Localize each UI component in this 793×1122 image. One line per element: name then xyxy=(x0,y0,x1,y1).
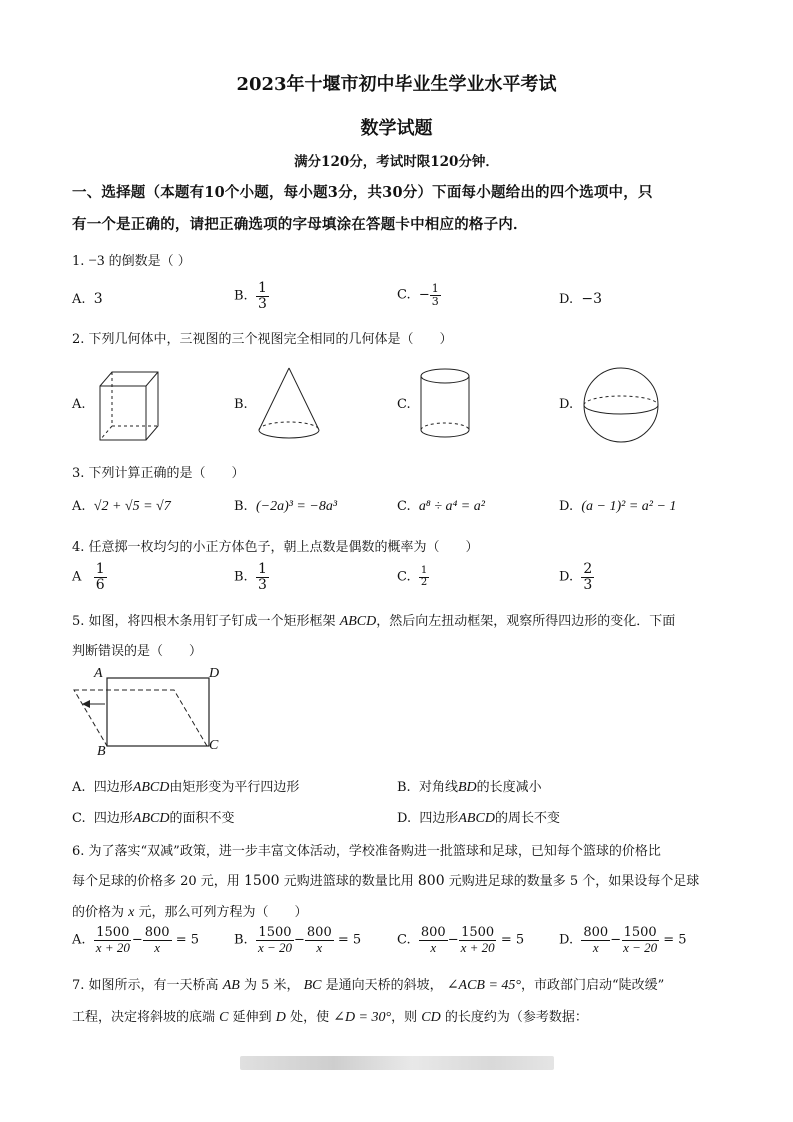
q7-bc: BC xyxy=(303,978,322,993)
q4-b-den: 3 xyxy=(257,576,267,593)
q3-a-value: √2 + √5 = √7 xyxy=(93,499,171,514)
q1-option-a[interactable] xyxy=(72,291,103,307)
q6-line3 xyxy=(72,901,308,921)
q1-a-value: 3 xyxy=(93,291,103,307)
q6-line3-a: 的价格为 xyxy=(72,905,125,920)
q3-option-b[interactable] xyxy=(234,499,337,515)
q1-c-num: 1 xyxy=(431,282,439,295)
q6-d-label: D. xyxy=(559,932,574,948)
q4-option-c[interactable] xyxy=(397,566,429,588)
q6-b-frac1 xyxy=(256,926,294,954)
q2-b-label[interactable]: B. xyxy=(234,397,248,412)
q5-label-d: D xyxy=(209,666,220,681)
q3-stem: 3. 下列计算正确的是（ ） xyxy=(72,466,245,481)
q5-a-var: ABCD xyxy=(132,780,170,795)
q1-c-sign: − xyxy=(418,287,430,303)
q6-c-minus: − xyxy=(447,932,459,948)
q4-option-d[interactable] xyxy=(559,562,594,592)
q3-a-label: A. xyxy=(72,499,86,514)
q4-d-fraction xyxy=(581,562,594,592)
q6-d-minus: − xyxy=(610,932,622,948)
q6-option-d[interactable] xyxy=(559,926,687,954)
q5-d-var: ABCD xyxy=(458,811,495,826)
sphere-icon xyxy=(582,366,662,446)
q5-option-a[interactable] xyxy=(72,776,299,796)
q5-d-pre: 四边形 xyxy=(419,811,459,826)
q4-c-num: 1 xyxy=(420,565,428,576)
q3-d-value: (a − 1)² = a² − 1 xyxy=(581,499,677,514)
q2-d-label[interactable]: D. xyxy=(559,397,574,412)
q7-line2 xyxy=(72,1006,588,1026)
q7-line1 xyxy=(72,974,664,994)
q1-b-den: 3 xyxy=(257,295,267,312)
q7-line2-c: 处，使 xyxy=(290,1010,330,1025)
footer-blur-watermark xyxy=(240,1056,554,1070)
q1-number: 1. xyxy=(72,254,85,269)
q1-c-fraction xyxy=(430,283,441,307)
q4-option-a[interactable] xyxy=(72,562,107,592)
q5-a-post: 由矩形变为平行四边形 xyxy=(169,780,300,795)
cube-icon xyxy=(98,370,168,442)
q7-line1-d: ，市政部门启动“陡改缓” xyxy=(521,978,665,993)
q1-b-fraction xyxy=(256,281,269,311)
q6-line3-var: x xyxy=(128,905,135,920)
q1-b-num: 1 xyxy=(257,280,267,296)
q6-b-frac2 xyxy=(305,926,334,954)
q5-option-d[interactable] xyxy=(397,807,560,827)
q4-a-fraction xyxy=(94,562,107,592)
q4-c-label: C. xyxy=(397,569,411,585)
q6-a-d2: x xyxy=(154,939,161,955)
q5-b-pre: 对角线 xyxy=(418,780,458,795)
q6-a-frac2 xyxy=(143,926,172,954)
q1-d-value: −3 xyxy=(581,291,602,307)
q3-option-d[interactable] xyxy=(559,499,676,515)
q5-option-b[interactable] xyxy=(397,776,542,796)
q1-option-c[interactable] xyxy=(397,283,441,307)
q5-b-post: 的长度减小 xyxy=(476,780,542,795)
q6-b-n1: 1500 xyxy=(258,925,292,940)
q6-d-frac2 xyxy=(621,926,659,954)
q5-var: ABCD xyxy=(339,614,377,629)
q7-ab: AB xyxy=(222,978,240,993)
q5-label-c: C xyxy=(209,738,219,753)
q6-c-n2: 1500 xyxy=(461,925,495,940)
section1-line2: 有一个是正确的，请把正确选项的字母填涂在答题卡中相应的格子内． xyxy=(72,216,528,233)
q5-line1-a: 5. 如图，将四根木条用钉子钉成一个矩形框架 xyxy=(72,614,336,629)
q5-b-var: BD xyxy=(457,780,477,795)
q7-c: C xyxy=(219,1010,229,1025)
q6-a-n1: 1500 xyxy=(96,925,130,940)
q5-b-label: B. xyxy=(397,780,411,795)
q6-c-eq: = 5 xyxy=(500,932,525,948)
q7-line1-c: 是通向天桥的斜坡， xyxy=(325,978,443,993)
q4-a-den: 6 xyxy=(95,576,105,593)
q6-a-eq: = 5 xyxy=(175,932,200,948)
cylinder-icon xyxy=(418,366,474,442)
q7-angle1: ∠ACB = 45° xyxy=(446,978,522,993)
q4-d-den: 3 xyxy=(583,576,593,593)
q4-c-den: 2 xyxy=(420,576,428,588)
q4-option-b[interactable] xyxy=(234,562,269,592)
q1-b-label: B. xyxy=(234,288,248,304)
q6-c-d1: x xyxy=(430,939,437,955)
q2-stem: 2. 下列几何体中，三视图的三个视图完全相同的几何体是（ ） xyxy=(72,332,453,347)
q6-option-c[interactable] xyxy=(397,926,524,954)
q6-a-minus: − xyxy=(131,932,143,948)
q6-d-frac1 xyxy=(581,926,610,954)
q5-line2: 判断错误的是（ ） xyxy=(72,644,203,659)
q4-c-fraction xyxy=(419,566,429,588)
q6-d-n1: 800 xyxy=(583,925,609,940)
q3-option-a[interactable] xyxy=(72,499,171,515)
page-title: 2023年十堰市初中毕业生学业水平考试 xyxy=(236,74,557,95)
q6-line3-b: 元，那么可列方程为（ ） xyxy=(138,905,308,920)
q6-c-label: C. xyxy=(397,932,411,948)
q4-b-label: B. xyxy=(234,569,248,585)
q6-a-d1: x + 20 xyxy=(95,939,130,955)
q1-d-label: D. xyxy=(559,292,574,307)
q4-b-num: 1 xyxy=(257,561,267,577)
q3-d-label: D. xyxy=(559,499,574,514)
q5-label-b: B xyxy=(97,744,106,759)
q6-c-frac2 xyxy=(459,926,497,954)
q6-a-n2: 800 xyxy=(144,925,170,940)
q6-d-eq: = 5 xyxy=(663,932,687,948)
q3-b-label: B. xyxy=(234,499,248,514)
q1-option-b[interactable] xyxy=(234,281,269,311)
q6-b-label: B. xyxy=(234,932,248,948)
q4-a-label: A xyxy=(72,569,82,585)
q6-b-n2: 800 xyxy=(306,925,332,940)
q6-a-frac1 xyxy=(94,926,132,954)
q6-line2 xyxy=(72,870,699,889)
q6-line2-b: 元购进篮球的数量比用 xyxy=(283,874,414,889)
q6-d-d1: x xyxy=(592,939,599,955)
q1-c-den: 3 xyxy=(431,294,439,308)
q7-line1-b: 为 5 米， xyxy=(243,978,300,993)
q7-d: D xyxy=(275,1010,286,1025)
q6-d-d2: x − 20 xyxy=(623,939,658,955)
q5-d-label: D. xyxy=(397,811,412,826)
q6-c-frac1 xyxy=(419,926,448,954)
q5-line1 xyxy=(72,610,675,630)
q1-c-label: C. xyxy=(397,287,411,303)
cone-icon xyxy=(256,366,322,442)
q5-c-var: ABCD xyxy=(132,811,170,826)
q4-d-label: D. xyxy=(559,569,574,585)
q3-option-c[interactable] xyxy=(397,499,485,515)
q7-line2-b: 延伸到 xyxy=(232,1010,272,1025)
q6-line2-c: 元购进足球的数量多 5 个，如果设每个足球 xyxy=(448,874,700,889)
q6-a-label: A. xyxy=(72,932,86,948)
q1-stem xyxy=(72,250,191,270)
q7-line2-e: 的长度约为（参考数据： xyxy=(444,1010,588,1025)
q5-d-post: 的周长不变 xyxy=(494,811,560,826)
q6-option-b[interactable] xyxy=(234,926,361,954)
q1-option-d[interactable] xyxy=(559,291,602,307)
exam-note: 满分120分，考试时限120分钟． xyxy=(294,154,499,170)
q3-c-value: a⁸ ÷ a⁴ = a² xyxy=(418,499,485,514)
q1-stem-text: 的倒数是（ ） xyxy=(108,254,191,269)
q6-line2-n2: 800 xyxy=(417,873,445,889)
q6-c-n1: 800 xyxy=(420,925,446,940)
q2-a-label[interactable]: A. xyxy=(72,397,86,412)
q7-line1-a: 7. 如图所示，有一天桥高 xyxy=(72,978,219,993)
q6-b-d1: x − 20 xyxy=(257,939,292,955)
q4-a-num: 1 xyxy=(95,561,105,577)
q6-line2-a: 每个足球的价格多 20 元，用 xyxy=(72,874,240,889)
q3-c-label: C. xyxy=(397,499,411,514)
q1-value: −3 xyxy=(88,253,105,269)
q4-d-num: 2 xyxy=(583,561,593,577)
q7-cd: CD xyxy=(421,1010,441,1025)
q5-c-label: C. xyxy=(72,811,86,826)
q7-angle2: ∠D = 30° xyxy=(333,1010,392,1025)
q2-c-label[interactable]: C. xyxy=(397,397,411,412)
q6-b-minus: − xyxy=(294,932,305,948)
q5-option-c[interactable] xyxy=(72,807,234,827)
q6-b-d2: x xyxy=(316,939,323,955)
q5-c-pre: 四边形 xyxy=(93,811,133,826)
q5-a-label: A. xyxy=(72,780,86,795)
q6-line2-n1: 1500 xyxy=(243,873,280,889)
q7-line2-d: ，则 xyxy=(391,1010,418,1025)
q7-line2-a: 工程，决定将斜坡的底端 xyxy=(72,1010,216,1025)
q4-b-fraction xyxy=(256,562,269,592)
q5-a-pre: 四边形 xyxy=(93,780,133,795)
q5-label-a: A xyxy=(94,666,103,681)
q6-d-n2: 1500 xyxy=(623,925,657,940)
q1-a-label: A. xyxy=(72,292,86,307)
q6-option-a[interactable] xyxy=(72,926,199,954)
q3-b-value: (−2a)³ = −8a³ xyxy=(255,499,338,514)
q4-stem: 4. 任意掷一枚均匀的小正方体色子，朝上点数是偶数的概率为（ ） xyxy=(72,540,479,555)
section1-line1: 一、选择题（本题有10个小题，每小题3分，共30分）下面每小题给出的四个选项中，只 xyxy=(72,184,653,201)
q6-c-d2: x + 20 xyxy=(460,939,495,955)
q5-c-post: 的面积不变 xyxy=(169,811,235,826)
q6-b-eq: = 5 xyxy=(337,932,362,948)
q6-line1: 6. 为了落实“双减”政策，进一步丰富文体活动，学校准备购进一批篮球和足球，已知每个篮球的价格比 xyxy=(72,844,661,859)
page-subtitle: 数学试题 xyxy=(360,118,433,139)
q5-line1-b: ，然后向左扭动框架，观察所得四边形的变化．下面 xyxy=(376,614,676,629)
